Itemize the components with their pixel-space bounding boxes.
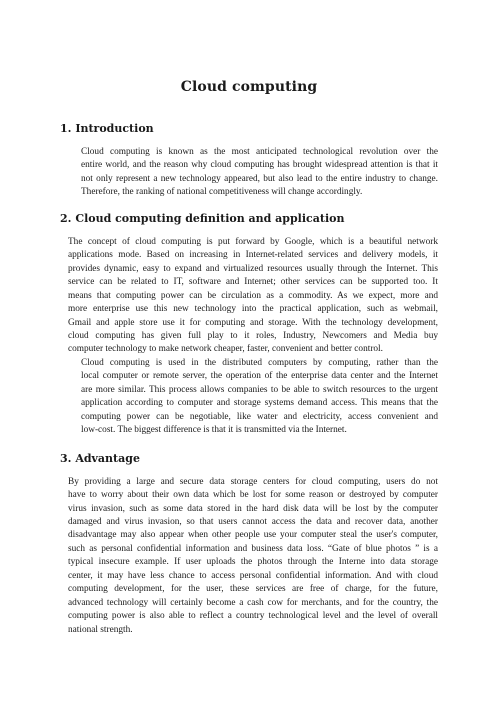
paragraph xyxy=(60,357,438,438)
text-line: Therefore, the ranking of national competitiveness will change accordingly. xyxy=(81,187,363,198)
section-heading: 2. Cloud computing definition and application xyxy=(60,211,345,225)
text-line: national strength. xyxy=(68,624,133,635)
text-line: computing power can be negotiable, like water and electricity, access convenient and xyxy=(81,411,438,422)
section-heading: 1. Introduction xyxy=(60,122,154,135)
text-line: are more similar. This process allows companies to be able to switch resources to the urgent xyxy=(81,384,438,395)
paragraph xyxy=(60,476,438,637)
text-line: such as personal confidential information and business data loss. “Gate of blue photos ” is a xyxy=(68,543,438,554)
text-line: means that computing power can be circulation as a commodity. As we expect, more and xyxy=(68,290,438,301)
text-line: more enterprise use this new technology into the practical application, such as webmail, xyxy=(68,304,438,315)
text-line: have to worry about their own data which be lost for some reason or destroyed by computer xyxy=(68,490,438,501)
paragraph xyxy=(60,236,438,357)
text-line: Cloud computing is used in the distributed computers by computing, rather than the xyxy=(81,357,438,368)
text-line: applications mode. Based on increasing in Internet-related services and delivery models, it xyxy=(68,250,438,261)
text-line: virus invasion, such as some data stored in the hard disk data will be lost by the computer xyxy=(68,503,438,514)
text-line: service can be related to IT, software and Internet; other services can be supported too. It xyxy=(68,277,438,288)
text-line: entire world, and the reason why cloud computing has brought widespread attention is that it xyxy=(81,160,438,171)
text-line: By providing a large and secure data storage centers for cloud computing, users do not xyxy=(68,476,438,487)
section-advantage xyxy=(60,452,438,637)
text-line: provides dynamic, easy to expand and virtualized resources usually through the Internet. This xyxy=(68,263,438,274)
text-line: Gmail and apple store use it for computing and storage. With the technology development, xyxy=(68,317,438,328)
document-title: Cloud computing xyxy=(180,79,318,95)
text-line: disadvantage may also appear when other people use your computer steal the user's computer, xyxy=(68,530,438,541)
text-line: computing development, for the user, these services are free of charge, for the future, xyxy=(68,584,438,595)
text-line: not only represent a new technology appeared, but also lead to the entire industry to change. xyxy=(81,173,438,184)
text-line: advanced technology will certainly become a cash cow for merchants, and for the country, the xyxy=(68,597,438,608)
text-line: low-cost. The biggest difference is that it is transmitted via the Internet. xyxy=(81,425,347,436)
text-line: Cloud computing is known as the most anticipated technological revolution over the xyxy=(81,147,438,157)
section-definition-application xyxy=(60,212,438,438)
section-introduction xyxy=(60,122,438,200)
paragraph xyxy=(60,146,438,200)
text-line: computer technology to make network cheaper, faster, convenient and better control. xyxy=(68,344,383,355)
text-line: center, it may have less chance to access personal confidential information. And with cloud xyxy=(68,570,438,581)
text-line: application according to computer and storage systems demand access. This means that the xyxy=(81,398,438,409)
text-line: cloud computing has given full play to it roles, Industry, Newcomers and Media buy xyxy=(68,330,438,341)
section-heading: 3. Advantage xyxy=(60,451,140,465)
text-line: computing power is also able to reflect a country technological level and the level of overall xyxy=(68,611,438,622)
text-line: typical insecure example. If user uploads the photos through the Interne into data storage xyxy=(68,557,438,568)
text-line: The concept of cloud computing is put forward by Google, which is a beautiful network xyxy=(68,236,438,247)
document-page xyxy=(60,0,438,637)
text-line: damaged and virus invasion, so that users cannot access the data and recover data, another xyxy=(68,516,438,527)
text-line: local computer or remote server, the operation of the enterprise data center and the Internet xyxy=(81,371,438,382)
